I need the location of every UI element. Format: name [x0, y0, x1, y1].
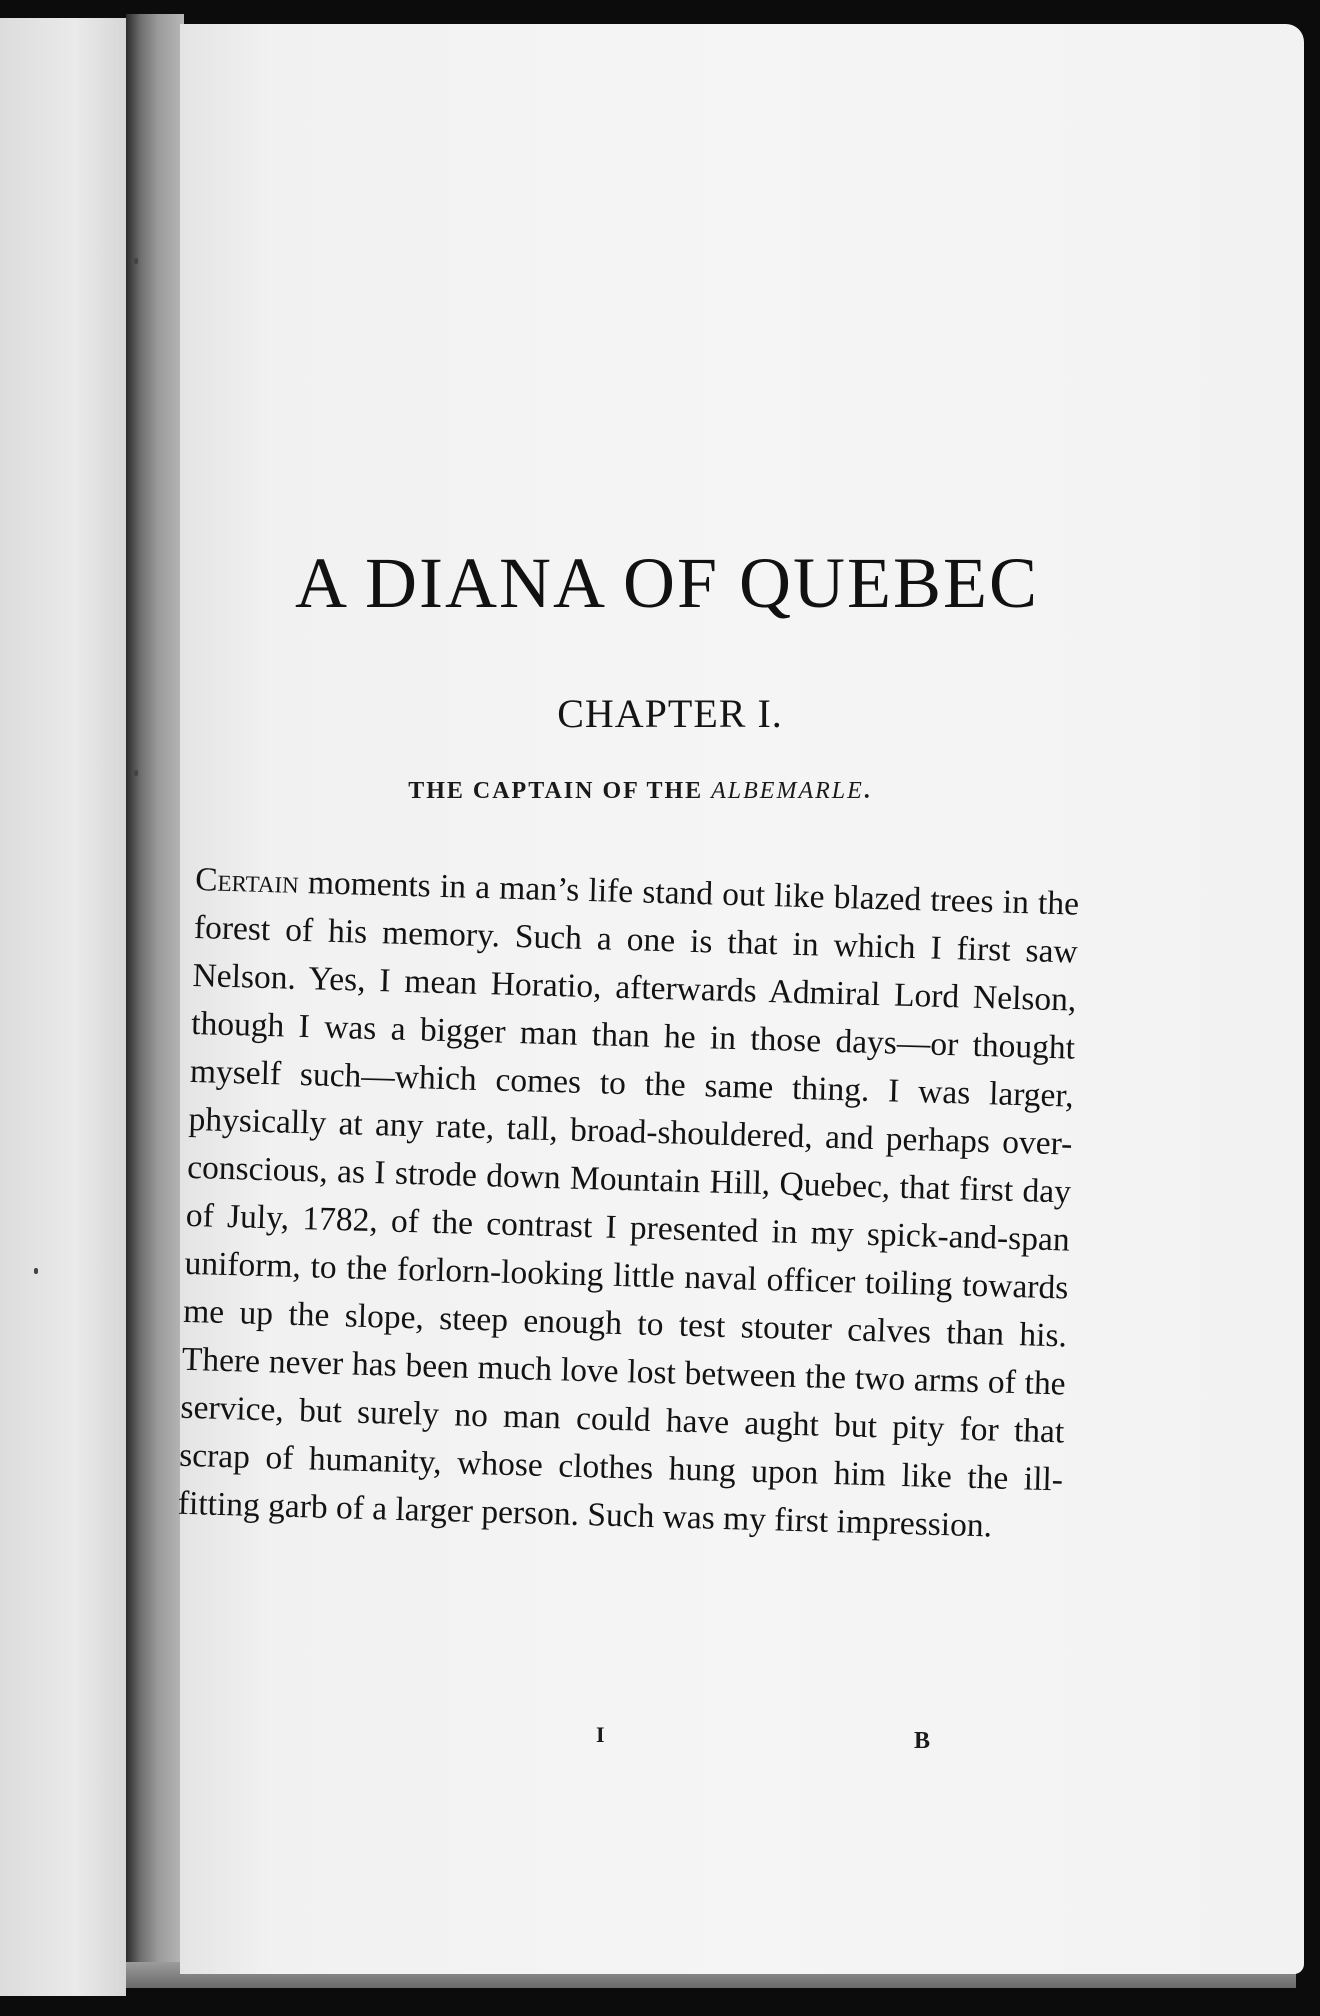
- page-number: I: [596, 1722, 605, 1747]
- facing-page-edge: [0, 18, 126, 1996]
- chapter-subtitle-suffix: .: [863, 778, 872, 804]
- scan-speck: [134, 258, 138, 264]
- chapter-subtitle: [300, 778, 980, 805]
- chapter-body-paragraph: [177, 856, 1079, 1552]
- scan-speck: [34, 1268, 38, 1274]
- chapter-subtitle-prefix: THE CAPTAIN OF THE: [408, 778, 712, 804]
- body-text: moments in a man’s life stand out like blazed trees in the forest of his memory. Such a one is that in which I first saw Nelson. Yes, I mean Horatio, afterwards Admiral Lord Nelson, though I was a bigger man than he in those days—or thought myself such—which comes to the same thing. I was larger, physically at any rate, tall, broad-shouldered, and perhaps over-conscious, as I strode down Mountain Hill, Quebec, that first day of July, 1782, of the contrast I presented in my spick-and-span uniform, to the forlorn-looking little naval officer toiling towards me up the slope, steep enough to test stouter calves than his. There never has been much love lost between the two arms of the service, but surely no man could have aught but pity for that scrap of humanity, whose clothes hung upon him like the ill-fitting garb of a larger person. Such was my first impression.: [177, 863, 1080, 1545]
- opening-word: Certain: [194, 860, 300, 901]
- scan-speck: [134, 770, 138, 776]
- signature-mark: B: [914, 1728, 931, 1754]
- chapter-subtitle-ship-name: ALBEMARLE: [711, 778, 864, 804]
- chapter-heading: CHAPTER I.: [557, 691, 783, 736]
- book-gutter: [126, 14, 184, 1974]
- book-title: A DIANA OF QUEBEC: [294, 543, 1040, 623]
